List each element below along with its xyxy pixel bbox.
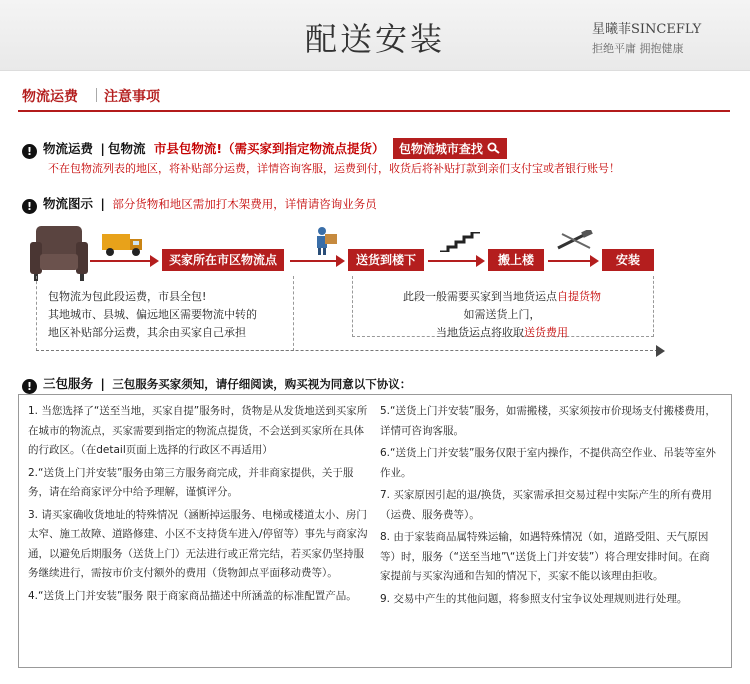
flow-arrow — [428, 260, 476, 262]
tools-icon — [556, 230, 594, 256]
term-item: 7. 买家原因引起的退/换货，买家需承担交易过程中实际产生的所有费用（运费、服务费等）。 — [380, 489, 712, 521]
service-terms-right — [380, 402, 720, 612]
term-item: 6.“送货上门并安装”服务仅限于室内操作，不提供高空作业、吊装等室外作业。 — [380, 447, 716, 479]
service-terms-left — [28, 402, 368, 609]
flow-arrow — [90, 260, 150, 262]
step-install: 安装 — [602, 249, 654, 271]
county-free-shipping-note: 市县包物流!（需买家到指定物流点提货） — [153, 141, 385, 156]
flow-arrow — [548, 260, 590, 262]
dashed-flow-line — [36, 350, 658, 351]
brand-slogan: 拒绝平庸 拥抱健康 — [592, 42, 684, 55]
tab-logistics-fee[interactable]: 物流运费 — [22, 89, 78, 105]
warning-icon: ! — [22, 199, 37, 214]
title-separator: | — [100, 196, 105, 211]
door-delivery-note: 如需送货上门， — [463, 308, 541, 321]
delivery-explanation — [352, 288, 652, 342]
free-shipping-label: 包物流 — [107, 141, 146, 156]
flow-arrowhead — [656, 345, 665, 357]
term-item: 2.“送货上门并安装”服务由第三方服务商完成，并非商家提供，关于服务，请在给商家评分中给予理解，谨慎评分。 — [28, 466, 354, 498]
delivery-fee-highlight: 送货费用 — [524, 326, 568, 339]
logistics-title: 物流运费 — [43, 141, 94, 156]
lookup-button-label: 包物流城市查找 — [398, 142, 483, 156]
shipping-subsidy-note: 不在包物流列表的地区，将补贴部分运费，详情咨询客服，运费到付，收货后将补贴打款到亲们支付宝或者银行账号！ — [48, 162, 620, 175]
term-item: 4.“送货上门并安装”服务 限于商家商品描述中所涵盖的标准配置产品。 — [28, 589, 357, 602]
step-city-depot: 买家所在市区物流点 — [162, 249, 284, 271]
tab-notes[interactable]: 注意事项 — [104, 89, 160, 105]
tab-divider — [96, 88, 97, 102]
depot-explanation-line: 其地城市、县城、偏远地区需要物流中转的 — [48, 308, 257, 321]
page-title: 配送安装 — [304, 20, 445, 58]
depot-charge-note: 当地货运点将收取 — [436, 326, 524, 339]
brand-name: 星曦菲SINCEFLY — [592, 22, 702, 37]
term-item: 5.“送货上门并安装”服务，如需搬楼，买家须按市价现场支付搬楼费用，详情可咨询客服。 — [380, 405, 716, 437]
brand-block — [592, 18, 732, 56]
step-deliver-downstairs: 送货到楼下 — [348, 249, 424, 271]
diagram-title: 物流图示 — [43, 196, 94, 211]
title-separator: | — [100, 141, 105, 156]
flow-arrowhead — [150, 255, 159, 267]
flow-arrowhead — [336, 255, 345, 267]
step-carry-upstairs: 搬上楼 — [488, 249, 544, 271]
depot-explanation — [48, 288, 288, 342]
term-item: 1. 当您选择了“送至当地，买家自提”服务时，货物是从发货地送到买家所在城市的物流点，买家需要到指定的物流点提货，不会送到买家所在具体的行政区。（在detail页面上选择的行政区不再适用） — [28, 405, 368, 456]
service-row — [22, 374, 411, 394]
flow-arrowhead — [476, 255, 485, 267]
logistics-fee-row — [22, 138, 507, 159]
diagram-subtitle: 部分货物和地区需加打木架费用，详情请咨询业务员 — [112, 197, 377, 211]
section-tabs — [18, 80, 730, 112]
truck-icon — [102, 232, 146, 262]
shipping-city-lookup-button[interactable] — [393, 138, 507, 159]
service-title: 三包服务 — [43, 376, 94, 391]
title-separator: | — [100, 376, 105, 391]
warning-icon: ! — [22, 144, 37, 159]
term-item: 9. 交易中产生的其他问题，将参照支付宝争议处理规则进行处理。 — [380, 592, 688, 605]
logistics-diagram-row — [22, 194, 377, 214]
warning-icon: ! — [22, 379, 37, 394]
service-subtitle: 三包服务买家须知，请仔细阅读，购买视为同意以下协议： — [112, 377, 412, 391]
depot-explanation-line: 地区补贴部分运费，其余由买家自己承担 — [48, 326, 246, 339]
depot-explanation-line: 包物流为包此段运费，市县全包! — [48, 290, 207, 303]
self-pickup-highlight: 自提货物 — [557, 290, 601, 303]
term-item: 3. 请买家确收货地址的特殊情况（涵断掉运服务、电梯或楼道太小、房门太窄、施工故障、道路修建、小区不支持货车进入/停留等）事先与商家沟通，以避免后期服务（送货上门）无法进行或正常完结，若买家仍坚持服务继续进行，需按市价支付额外的费用（货物卸点平面移动费等）。 — [28, 508, 368, 579]
search-icon — [487, 142, 501, 156]
pickup-note: 此段一般需要买家到当地货运点 — [403, 290, 557, 303]
flow-arrow — [290, 260, 336, 262]
stairs-icon — [440, 232, 480, 256]
term-item: 8. 由于家装商品属特殊运输，如遇特殊情况（如，道路受阻、天气原因等）时，服务（“送至当地”\“送货上门并安装”）将合理安排时间。在商家提前与买家沟通和告知的情况下，买家不能以该理由拒收。 — [380, 531, 710, 582]
flow-arrowhead — [590, 255, 599, 267]
